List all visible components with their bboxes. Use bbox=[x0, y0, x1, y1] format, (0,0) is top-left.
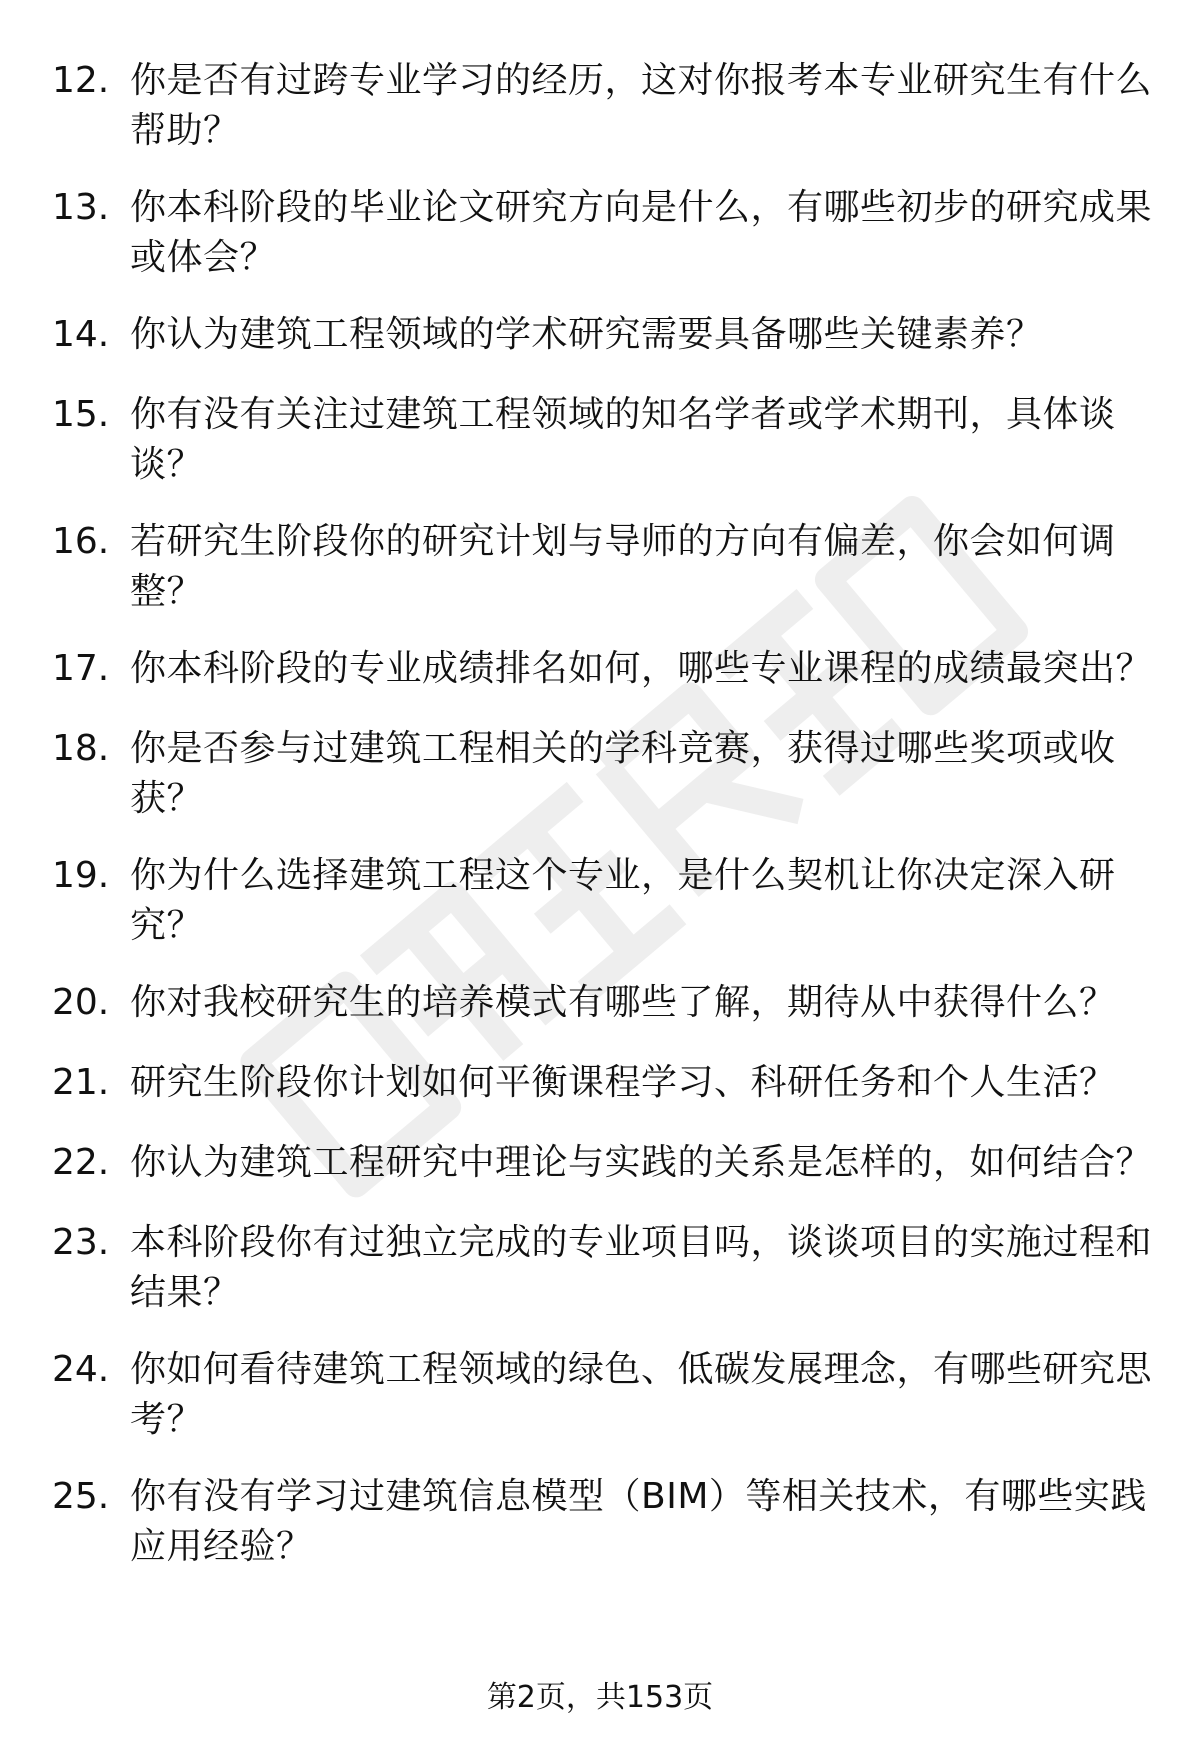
question-item bbox=[52, 851, 1152, 951]
question-number: 25. bbox=[52, 1476, 110, 1517]
question-item bbox=[52, 1058, 1152, 1108]
question-text: 你是否参与过建筑工程相关的学科竞赛，获得过哪些奖项或收获？ bbox=[130, 728, 1116, 819]
question-text: 若研究生阶段你的研究计划与导师的方向有偏差，你会如何调整？ bbox=[130, 521, 1116, 612]
question-text: 你本科阶段的毕业论文研究方向是什么，有哪些初步的研究成果或体会？ bbox=[130, 187, 1153, 278]
question-number: 22. bbox=[52, 1142, 110, 1183]
question-number: 16. bbox=[52, 521, 110, 562]
question-text: 研究生阶段你计划如何平衡课程学习、科研任务和个人生活？ bbox=[130, 1062, 1116, 1103]
question-number: 20. bbox=[52, 982, 110, 1023]
question-item bbox=[52, 724, 1152, 824]
question-item bbox=[52, 978, 1152, 1028]
page-number-footer: 第2页，共153页 bbox=[486, 1680, 714, 1715]
question-text: 你为什么选择建筑工程这个专业，是什么契机让你决定深入研究？ bbox=[130, 855, 1116, 946]
question-text: 你认为建筑工程研究中理论与实践的关系是怎样的，如何结合？ bbox=[130, 1142, 1153, 1183]
question-number: 24. bbox=[52, 1349, 110, 1390]
question-text: 你是否有过跨专业学习的经历，这对你报考本专业研究生有什么帮助？ bbox=[130, 60, 1153, 151]
question-number: 18. bbox=[52, 728, 110, 769]
question-item bbox=[52, 390, 1152, 490]
question-text: 你本科阶段的专业成绩排名如何，哪些专业课程的成绩最突出？ bbox=[130, 648, 1153, 689]
question-number: 14. bbox=[52, 314, 110, 355]
question-text: 你有没有关注过建筑工程领域的知名学者或学术期刊，具体谈谈？ bbox=[130, 394, 1116, 485]
question-item bbox=[52, 517, 1152, 617]
question-text: 你对我校研究生的培养模式有哪些了解，期待从中获得什么？ bbox=[130, 982, 1116, 1023]
question-item bbox=[52, 1472, 1152, 1572]
question-item bbox=[52, 183, 1152, 283]
question-text: 本科阶段你有过独立完成的专业项目吗，谈谈项目的实施过程和结果？ bbox=[130, 1222, 1153, 1313]
question-number: 17. bbox=[52, 648, 110, 689]
question-item bbox=[52, 644, 1152, 694]
question-number: 23. bbox=[52, 1222, 110, 1263]
question-item bbox=[52, 310, 1152, 360]
question-number: 21. bbox=[52, 1062, 110, 1103]
question-number: 13. bbox=[52, 187, 110, 228]
question-text: 你如何看待建筑工程领域的绿色、低碳发展理念，有哪些研究思考？ bbox=[130, 1349, 1153, 1440]
question-list bbox=[52, 56, 1152, 1599]
question-item bbox=[52, 1218, 1152, 1318]
question-item bbox=[52, 1138, 1152, 1188]
question-text: 你认为建筑工程领域的学术研究需要具备哪些关键素养？ bbox=[130, 314, 1043, 355]
question-item bbox=[52, 1345, 1152, 1445]
question-number: 15. bbox=[52, 394, 110, 435]
question-number: 19. bbox=[52, 855, 110, 896]
question-number: 12. bbox=[52, 60, 110, 101]
question-text: 你有没有学习过建筑信息模型（BIM）等相关技术，有哪些实践应用经验？ bbox=[130, 1476, 1147, 1567]
question-item bbox=[52, 56, 1152, 156]
